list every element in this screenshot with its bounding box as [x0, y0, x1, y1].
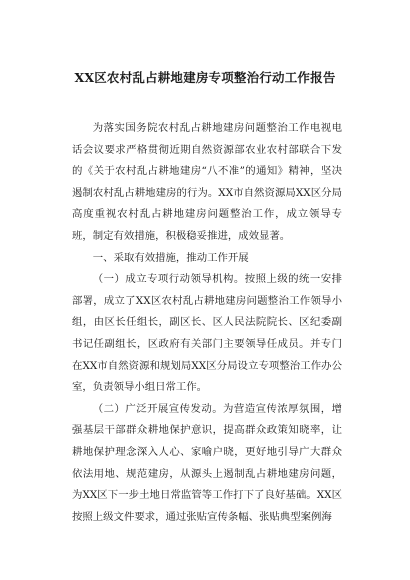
paragraph-intro: 为落实国务院农村乱占耕地建房问题整治工作电视电话会议要求严格贯彻近期自然资源部农业农村部联合下发的《关于农村乱占耕地建房“八不准”的通知》精神，坚决遏制农村乱占耕地建房的行为。XX市自然资源局XX区分局高度重视农村乱占耕地建房问题整治工作，成立领导专班，制定有效措施，积极稳妥推进，成效显著。	[72, 122, 342, 242]
section-heading-1: 一、采取有效措施，推动工作开展	[92, 251, 249, 264]
paragraph-1: （一）成立专项行动领导机构。按照上级的统一安排部署，成立了XX区农村乱占耕地建房问题整治工作领导小组，由区长任组长，副区长、区人民法院院长、区纪委副书记任副组长，区政府有关部门主要领导任成员。并专门在XX市自然资源和规划局XX区分局设立专项整治工作办公室，负责领导小组日常工作。	[72, 273, 342, 394]
document-body	[72, 118, 342, 528]
paragraph-2: （二）广泛开展宣传发动。为营造宣传浓厚氛围，增强基层干部群众耕地保护意识，提高群众政策知晓率，让耕地保护理念深入人心、家喻户晓，更好地引导广大群众依法用地、规范建房，从源头上遏制乱占耕地建房问题，为XX区下一步土地日常监管等工作打下了良好基础。XX区按照上级文件要求，通过张贴宣传条幅、张贴典型案例海	[72, 402, 342, 523]
document-title: XX区农村乱占耕地建房专项整治行动工作报告	[74, 70, 336, 85]
